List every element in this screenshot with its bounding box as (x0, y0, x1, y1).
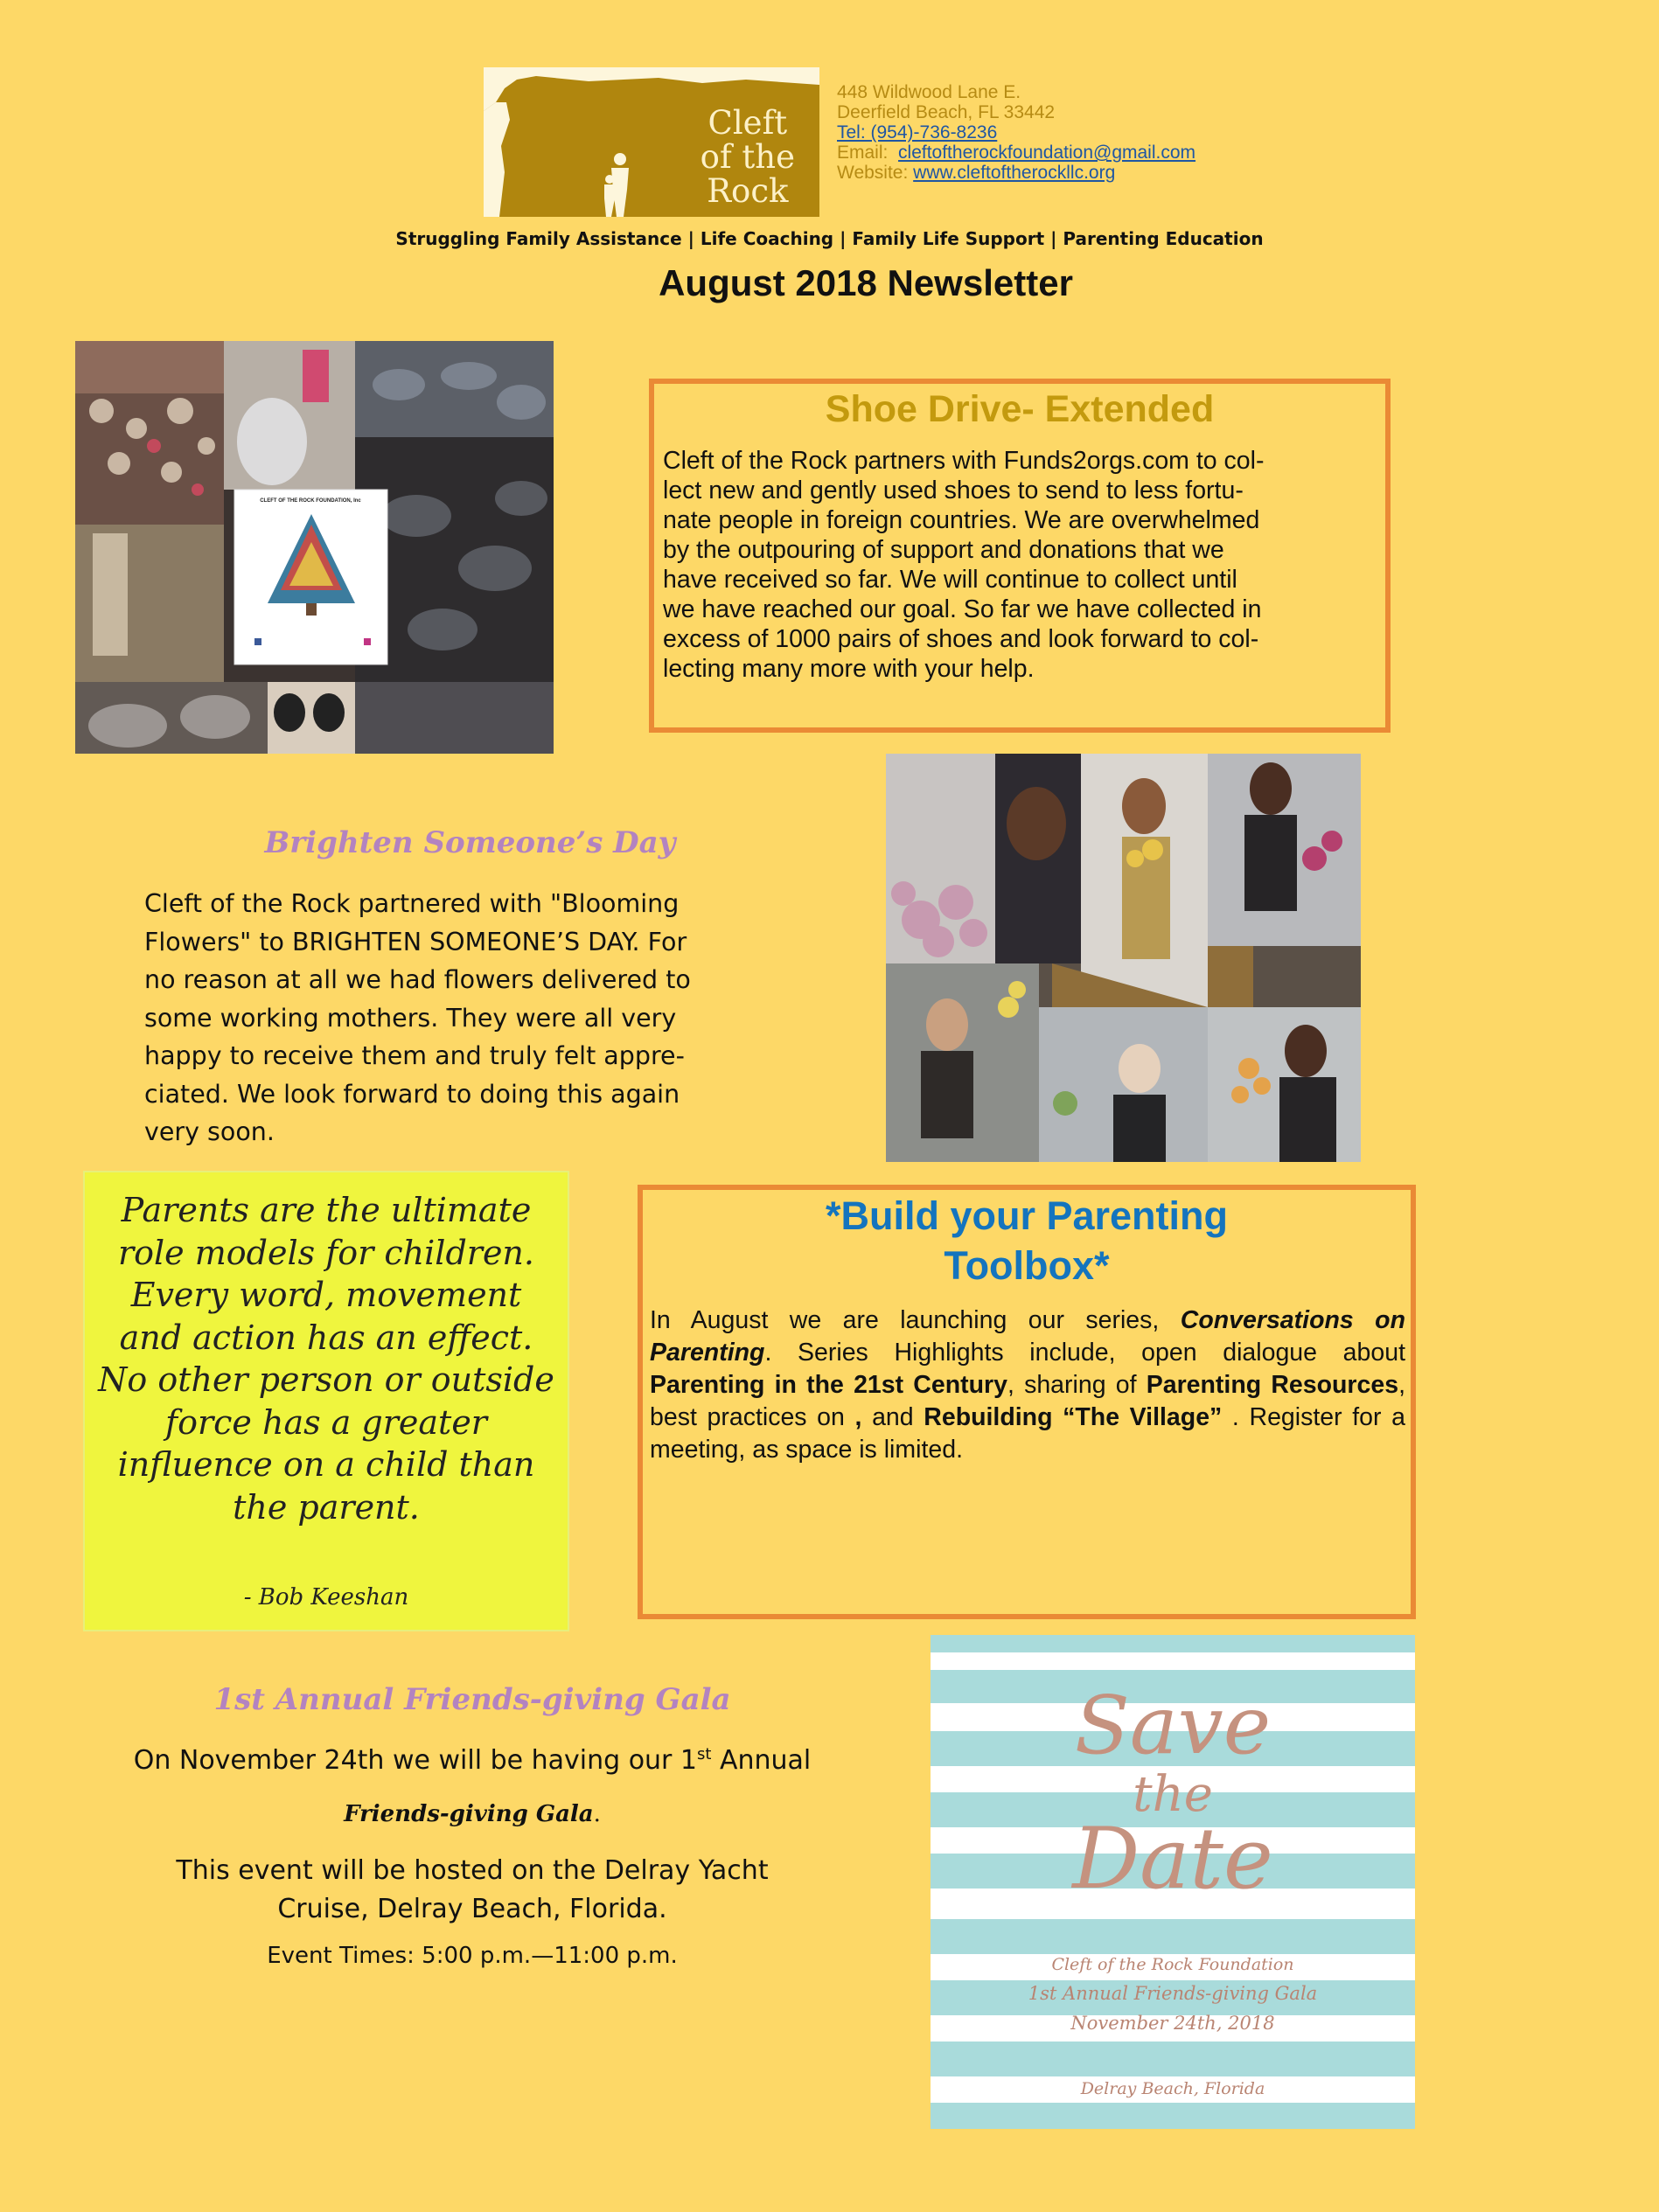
shoe-drive-line: excess of 1000 pairs of shoes and look forward to col- (663, 625, 1259, 653)
quote-line: No other person or outside (98, 1360, 554, 1399)
std-org: Cleft of the Rock Foundation (1051, 1955, 1294, 1974)
logo-word-cleft: Cleft (708, 104, 788, 142)
shoe-drive-body (663, 446, 1380, 684)
save-the-date-card (931, 1635, 1415, 2129)
address-line2: Deerfield Beach, FL 33442 (837, 102, 1056, 122)
quote-line: and action has an effect. (119, 1318, 533, 1357)
quote-text (87, 1189, 565, 1528)
toolbox-body (650, 1304, 1405, 1466)
shoe-drive-line: nate people in foreign countries. We are overwhelmed (663, 506, 1260, 534)
std-word-save: Save (1074, 1679, 1272, 1772)
quote-line: Every word, movement (130, 1276, 522, 1314)
gala-times: Event Times: 5:00 p.m.—11:00 p.m. (267, 1943, 678, 1969)
std-date: November 24th, 2018 (1070, 2013, 1275, 2034)
website-link[interactable]: www.cleftoftherockllc.org (913, 163, 1116, 183)
quote-line: the parent. (233, 1487, 420, 1527)
toolbox-highlight: , (854, 1403, 862, 1431)
std-place: Delray Beach, Florida (1080, 2079, 1265, 2098)
std-word-the: the (1133, 1766, 1213, 1823)
quote-line: Parents are the ultimate (121, 1191, 532, 1229)
gala-line1 (87, 1745, 857, 1776)
brighten-line: no reason at all we had flowers delivered to (144, 965, 691, 994)
gala-venue-line: This event will be hosted on the Delray Yacht (176, 1855, 769, 1886)
shoe-drive-line: lecting many more with your help. (663, 655, 1035, 683)
gala-ordinal-suffix: st (697, 1745, 712, 1763)
gala-text: . (593, 1801, 601, 1827)
brighten-title: Brighten Someone’s Day (264, 825, 676, 860)
brighten-body (144, 885, 746, 1151)
email-row (837, 143, 1195, 163)
toolbox-text: . Register for a meeting, as space is limited. (650, 1403, 1405, 1464)
toolbox-series-name: Conversations on Parenting (650, 1306, 1405, 1367)
brighten-line: Cleft of the Rock partnered with "Blooming (144, 889, 680, 918)
website-label: Website: (837, 163, 909, 183)
toolbox-text: , best practices on (650, 1371, 1405, 1431)
email-label: Email: (837, 143, 889, 163)
toolbox-highlight: Parenting Resources (1146, 1371, 1399, 1399)
std-event: 1st Annual Friends-giving Gala (1028, 1983, 1318, 2004)
shoe-drive-line: lect new and gently used shoes to send to less fortu- (663, 476, 1244, 504)
logo-word-of-the: of the (700, 138, 795, 176)
website-row (837, 163, 1195, 183)
toolbox-text: . Series Highlights include, open dialogue about (764, 1339, 1405, 1367)
shoe-drive-title: Shoe Drive- Extended (825, 388, 1215, 430)
toolbox-highlight: Rebuilding “The Village” (924, 1403, 1223, 1431)
toolbox-highlight: Parenting in the 21st Century (650, 1371, 1007, 1399)
std-word-date: Date (1072, 1810, 1273, 1908)
logo (484, 67, 819, 217)
contact-info (837, 82, 1195, 183)
address-line1: 448 Wildwood Lane E. (837, 82, 1021, 102)
email-link[interactable]: cleftoftherockfoundation@gmail.com (898, 143, 1196, 163)
quote-line: force has a greater (165, 1402, 487, 1442)
shoe-drive-line: have received so far. We will continue to collect until (663, 566, 1237, 594)
gala-venue-line: Cruise, Delray Beach, Florida. (277, 1894, 667, 1924)
shoe-drive-line: we have reached our goal. So far we have collected in (663, 595, 1262, 623)
gala-text: On November 24th we will be having our 1 (133, 1745, 698, 1776)
toolbox-text: , sharing of (1007, 1371, 1147, 1399)
brighten-line: some working mothers. They were all very (144, 1003, 677, 1033)
logo-text (701, 106, 795, 208)
shoe-drive-line: Cleft of the Rock partners with Funds2orgs.com to col- (663, 447, 1265, 475)
gala-line3 (87, 1852, 857, 1929)
gala-text: Annual (711, 1745, 812, 1776)
quote-author: - Bob Keeshan (243, 1584, 409, 1610)
toolbox-title-line2: Toolbox* (944, 1243, 1110, 1288)
gala-title: 1st Annual Friends-giving Gala (213, 1682, 731, 1717)
toolbox-title (638, 1191, 1416, 1290)
quote-line: role models for children. (117, 1233, 534, 1272)
gala-event-name: Friends-giving Gala (344, 1801, 594, 1827)
brighten-line: very soon. (144, 1117, 275, 1146)
brighten-line: Flowers" to BRIGHTEN SOMEONE’S DAY. For (144, 927, 687, 956)
shoe-drive-collage-photo (75, 341, 554, 754)
shoe-drive-line: by the outpouring of support and donations that we (663, 536, 1224, 564)
flowers-collage-image (886, 754, 1361, 1162)
quote-line: influence on a child than (117, 1445, 535, 1484)
toolbox-text: In August we are launching our series, (650, 1306, 1181, 1334)
phone-link[interactable]: Tel: (954)-736-8236 (837, 122, 998, 143)
toolbox-text: and (861, 1403, 924, 1431)
services-line: Struggling Family Assistance | Life Coaching | Family Life Support | Parenting Education (395, 228, 1264, 249)
brighten-line: ciated. We look forward to doing this again (144, 1079, 680, 1109)
flowers-collage-photo (886, 754, 1361, 1162)
flyer-title: CLEFT OF THE ROCK FOUNDATION, Inc (260, 498, 361, 504)
newsletter-title: August 2018 Newsletter (659, 262, 1073, 303)
gala-line2 (87, 1801, 857, 1827)
shoe-collage-image (75, 341, 554, 754)
logo-word-rock: Rock (707, 172, 789, 210)
toolbox-title-line1: *Build your Parenting (825, 1193, 1229, 1238)
brighten-line: happy to receive them and truly felt appre- (144, 1041, 685, 1070)
